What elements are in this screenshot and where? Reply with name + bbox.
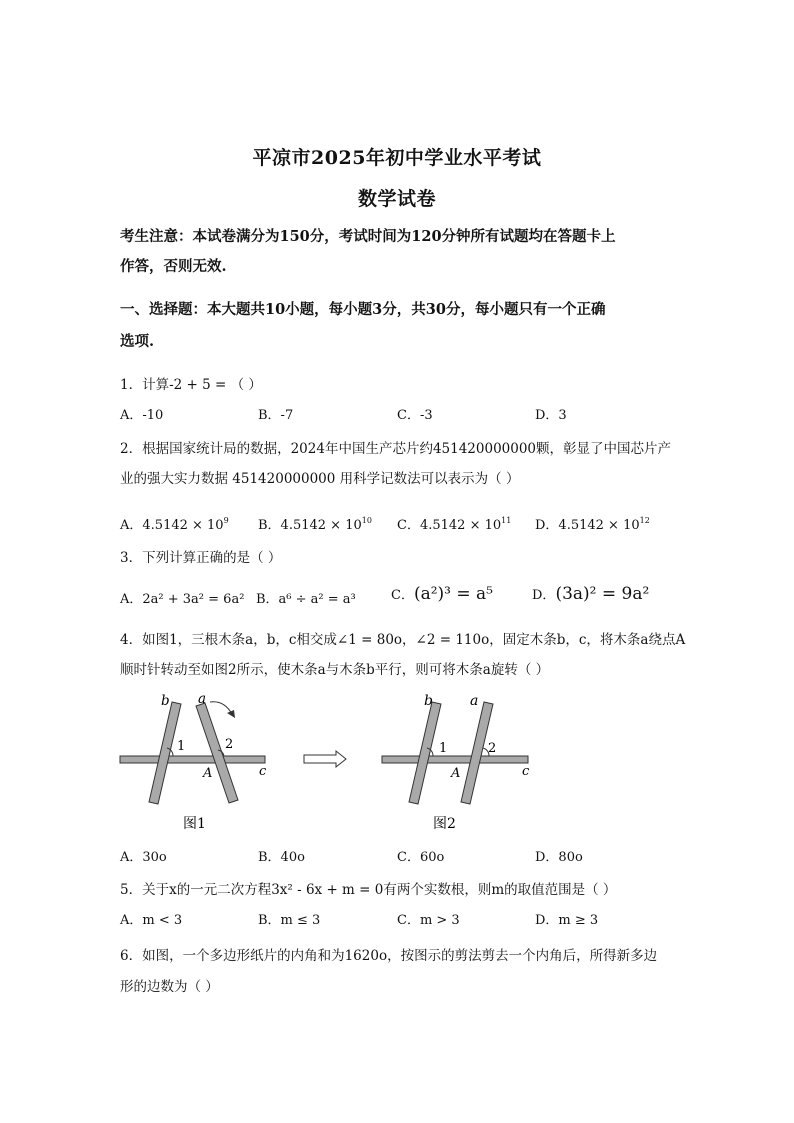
- q4-option-a: A．30o: [120, 850, 167, 865]
- q4-option-d: D．80o: [535, 850, 583, 865]
- figure-1-caption: 图1: [183, 816, 206, 832]
- label-a-fig1: a: [198, 691, 207, 707]
- question-2-stem-1: 2．根据国家统计局的数据，2024年中国生产芯片约451420000000颗，彰显了中国芯片产: [120, 441, 672, 457]
- q3-option-a: A．2a² + 3a² = 6a²: [120, 592, 245, 607]
- label-A-fig1: A: [203, 766, 213, 781]
- question-6-stem-1: 6．如图，一个多边形纸片的内角和为1620o，按图示的剪法剪去一个内角后，所得新多边: [120, 948, 658, 964]
- figure-1: [120, 691, 267, 832]
- q3-option-d: D．(3a)² = 9a²: [532, 584, 650, 604]
- stick-b-fig2: [409, 702, 441, 804]
- question-4-stem-1: 4．如图1，三根木条a，b，c相交成∠1 = 80o，∠2 = 110o，固定木条b，c，将木条a绕点A: [120, 632, 686, 648]
- stick-c-fig1: [120, 756, 265, 763]
- rotation-arrow: [210, 702, 232, 714]
- notice-line-1: 考生注意：本试卷满分为150分，考试时间为120分钟所有试题均在答题卡上: [120, 228, 616, 245]
- q2-option-a: A．$4.5142 \times 10^9$: [120, 516, 229, 533]
- label-2-fig2: 2: [488, 741, 497, 756]
- label-c-fig1: c: [259, 764, 267, 779]
- q2-option-b: B．$4.5142 \times 10^{10}$: [258, 516, 372, 533]
- question-6-stem-2: 形的边数为（ ）: [120, 979, 219, 995]
- q1-option-b: B．-7: [258, 408, 294, 423]
- q3-option-b: B．a⁶ ÷ a² = a³: [256, 592, 356, 607]
- stick-c-fig2: [382, 756, 528, 763]
- section-heading-line-1: 一、选择题：本大题共10小题，每小题3分，共30分，每小题只有一个正确: [120, 301, 606, 318]
- section-heading-line-2: 选项.: [120, 333, 155, 350]
- figure-2-caption: 图2: [433, 816, 456, 832]
- q2-option-c: C．$4.5142 \times 10^{11}$: [397, 516, 512, 533]
- q5-option-c: C．m > 3: [397, 913, 460, 928]
- exam-subtitle: 数学试卷: [357, 188, 436, 210]
- label-2: 2: [225, 737, 234, 752]
- q2-option-d: D．$4.5142 \times 10^{12}$: [535, 516, 650, 533]
- label-b-fig1: b: [161, 693, 170, 709]
- question-4-stem-2: 顺时针转动至如图2所示，使木条a与木条b平行，则可将木条a旋转（ ）: [120, 662, 550, 678]
- q3-option-c: C．(a²)³ = a⁵: [391, 584, 493, 604]
- label-1: 1: [177, 739, 186, 754]
- transition-arrow-icon: [304, 751, 346, 767]
- q4-figure: [110, 688, 550, 838]
- label-1-fig2: 1: [439, 741, 448, 756]
- exam-title: 平凉市2025年初中学业水平考试: [252, 147, 542, 169]
- label-A-fig2: A: [451, 766, 461, 781]
- question-5-stem: 5．关于x的一元二次方程3x² - 6x + m = 0有两个实数根，则m的取值范围是（ ）: [120, 882, 617, 898]
- q5-option-b: B．m ≤ 3: [258, 913, 321, 928]
- question-1-stem: 1．计算-2 + 5 = （ ）: [120, 377, 262, 393]
- q4-option-c: C．60o: [397, 850, 445, 865]
- q5-option-a: A．m < 3: [120, 913, 183, 928]
- q1-option-c: C．-3: [397, 408, 433, 423]
- q4-option-b: B．40o: [258, 850, 305, 865]
- notice-line-2: 作答，否则无效.: [120, 258, 227, 275]
- label-b-fig2: b: [424, 693, 433, 709]
- q1-option-a: A．-10: [120, 408, 164, 423]
- label-c-fig2: c: [522, 764, 530, 779]
- question-2-stem-2: 业的强大实力数据 451420000000 用科学记数法可以表示为（ ）: [120, 471, 520, 487]
- q5-option-d: D．m ≥ 3: [535, 913, 599, 928]
- q1-option-d: D．3: [535, 408, 567, 423]
- question-3-stem: 3．下列计算正确的是（ ）: [120, 550, 282, 566]
- rotation-arrow-head: [227, 710, 235, 718]
- stick-a-fig1: [196, 703, 238, 803]
- label-a-fig2: a: [470, 693, 479, 709]
- figure-2: [382, 693, 530, 832]
